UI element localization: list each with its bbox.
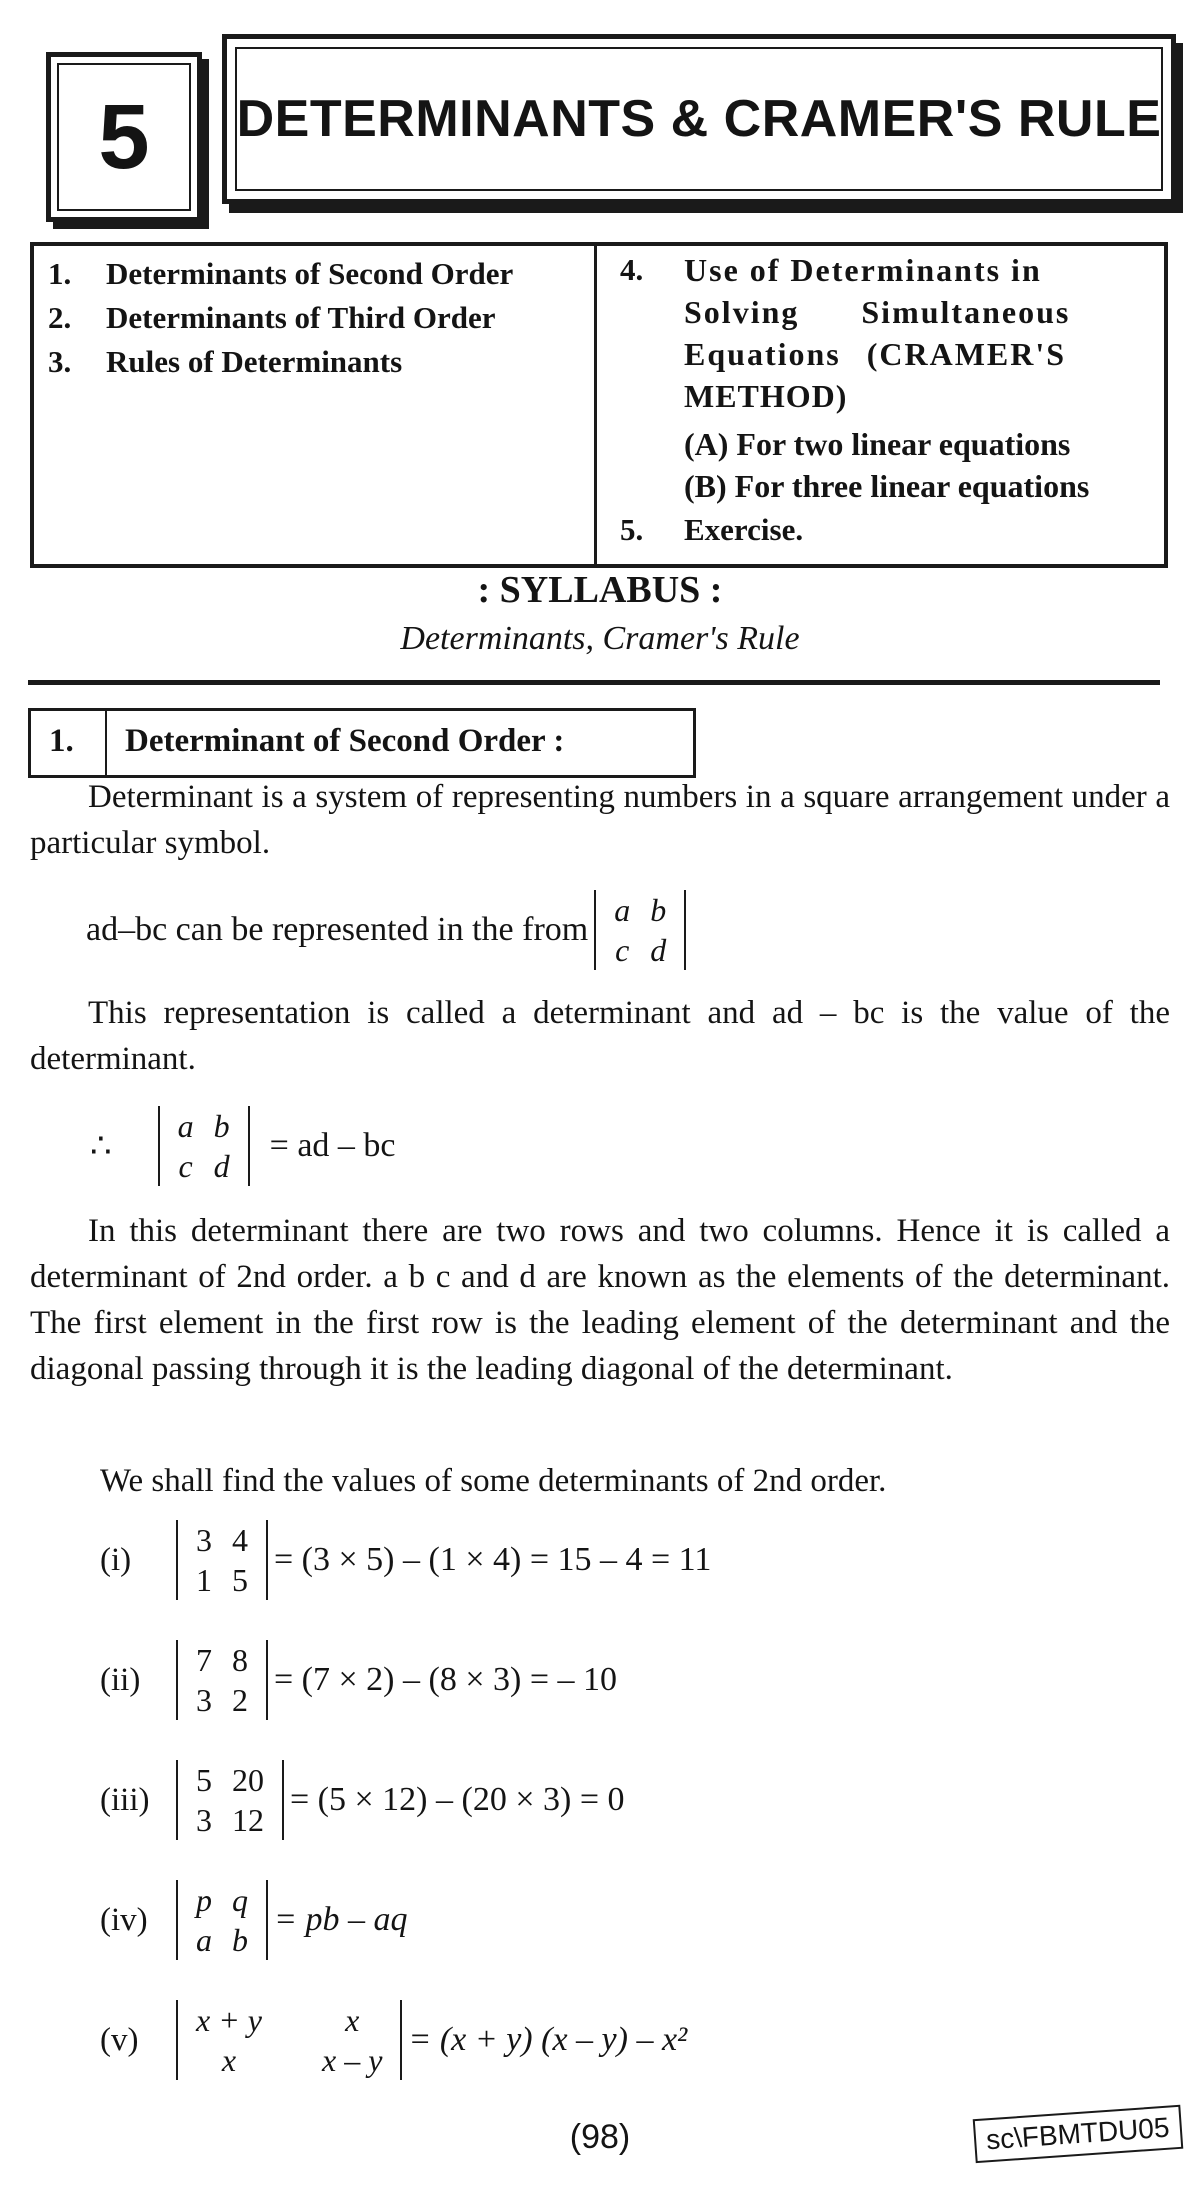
toc-item-3: 3. Rules of Determinants bbox=[48, 344, 403, 379]
chapter-number: 5 bbox=[98, 85, 150, 188]
example-1: (i) 3 4 1 5 = (3 × 5) – (1 × 4) = 15 – 4 = 11 bbox=[100, 1522, 712, 1598]
toc-item-5: 5. Exercise. bbox=[620, 512, 804, 547]
paragraph-value: This representation is called a determinant and ad – bc is the value of the determinant. bbox=[30, 995, 1170, 1077]
chapter-contents: 1. Determinants of Second Order 2. Determinants of Third Order 3. Rules of Determinants 4. Use of Determinants in Solving Simultaneous Equations (CRAMER'S METHOD) (A) For two linear equations (B) For three linear equations 5. Exercise. bbox=[30, 242, 1168, 568]
example-1-result: = (3 × 5) – (1 × 4) = 15 – 4 = 11 bbox=[274, 1541, 712, 1578]
paragraph-definition: Determinant is a system of representing numbers in a square arrangement under a particular symbol. bbox=[30, 779, 1170, 861]
toc-subitem-b: (B) For three linear equations bbox=[684, 468, 1090, 504]
representation-line bbox=[86, 890, 692, 970]
example-3-result: = (5 × 12) – (20 × 3) = 0 bbox=[290, 1781, 625, 1818]
section-title: Determinant of Second Order : bbox=[125, 723, 565, 759]
example-3-matrix: 5 20 3 12 bbox=[176, 1760, 284, 1840]
example-5: (v) x + y x x x – y = (x + y) (x – y) – x² bbox=[100, 2002, 688, 2078]
toc-item-1: 1. Determinants of Second Order bbox=[48, 256, 514, 291]
example-5-matrix: x + y x x x – y bbox=[176, 2000, 402, 2080]
chapter-title: DETERMINANTS & CRAMER'S RULE bbox=[236, 90, 1162, 148]
example-3: (iii) 5 20 3 12 = (5 × 12) – (20 × 3) = 0 bbox=[100, 1762, 625, 1838]
representation-text: ad–bc can be represented in the from bbox=[86, 911, 589, 948]
document-code: sc\FBMTDU05 bbox=[973, 2105, 1183, 2163]
determinant-value: = ad – bc bbox=[269, 1127, 396, 1164]
divider-line bbox=[28, 680, 1160, 685]
section-number: 1. bbox=[49, 723, 74, 759]
paragraph-examples-intro: We shall find the values of some determinants of 2nd order. bbox=[100, 1463, 887, 1499]
toc-item-2: 2. Determinants of Third Order bbox=[48, 300, 496, 335]
toc-item-4-number: 4. bbox=[620, 252, 644, 287]
syllabus-heading: : SYLLABUS : bbox=[477, 569, 723, 611]
section-heading bbox=[28, 708, 696, 778]
paragraph-elements: In this determinant there are two rows and two columns. Hence it is called a determinant of 2nd order. a b c and d are known as the elements of the determinant. The first element in the first row is the leading element of the determinant and the diagonal passing through it is the leading diagonal of the determinant. bbox=[30, 1213, 1170, 1387]
example-2: (ii) 7 8 3 2 = (7 × 2) – (8 × 3) = – 10 bbox=[100, 1642, 617, 1718]
page-number: (98) bbox=[569, 2118, 631, 2156]
example-2-matrix: 7 8 3 2 bbox=[176, 1640, 268, 1720]
example-4-matrix: p q a b bbox=[176, 1880, 268, 1960]
example-2-result: = (7 × 2) – (8 × 3) = – 10 bbox=[274, 1661, 617, 1698]
toc-subitem-a: (A) For two linear equations bbox=[684, 426, 1071, 462]
example-5-result: = (x + y) (x – y) – x² bbox=[408, 2021, 688, 2058]
chapter-number-box bbox=[46, 52, 202, 222]
generic-determinant-2: a b c d bbox=[158, 1106, 250, 1186]
example-1-matrix: 3 4 1 5 bbox=[176, 1520, 268, 1600]
syllabus-text: Determinants, Cramer's Rule bbox=[400, 620, 800, 657]
therefore-symbol: ∴ bbox=[90, 1128, 112, 1165]
example-4: (iv) p q a b = pb – aq bbox=[100, 1882, 408, 1958]
chapter-title-box bbox=[222, 34, 1176, 204]
example-4-result: = pb – aq bbox=[274, 1901, 408, 1938]
generic-determinant: a b c d bbox=[594, 890, 686, 970]
therefore-line bbox=[90, 1106, 396, 1186]
